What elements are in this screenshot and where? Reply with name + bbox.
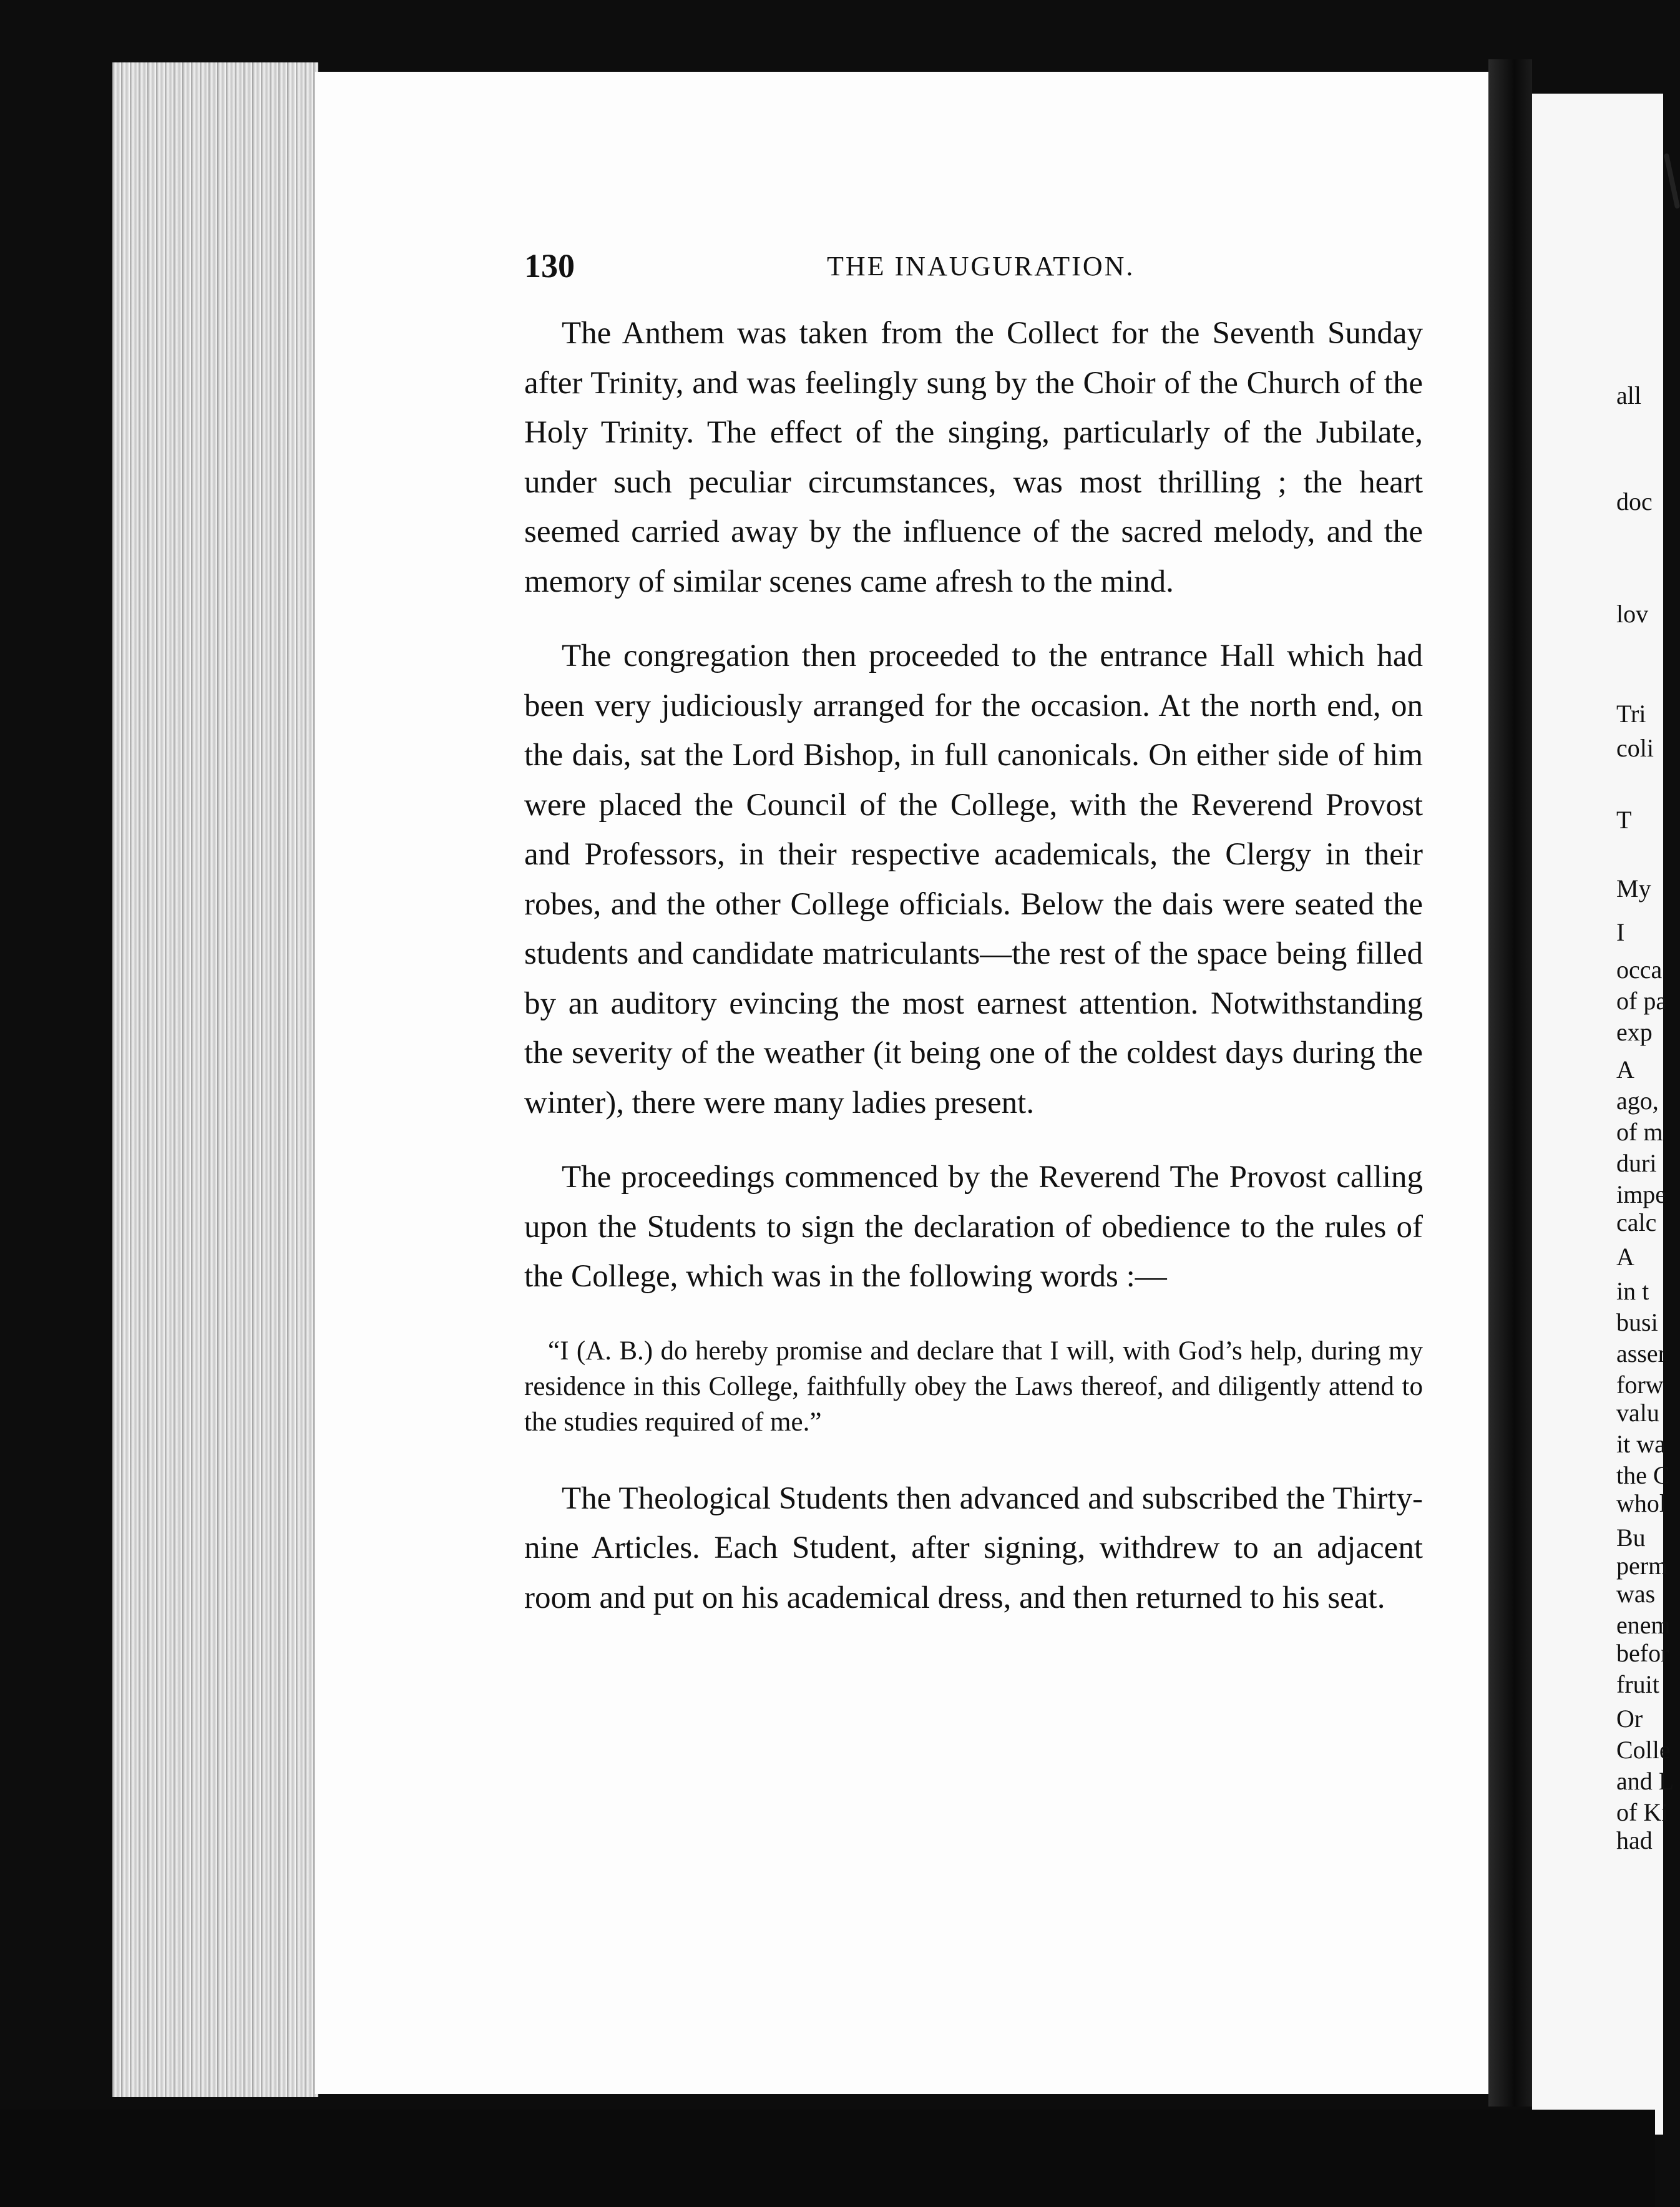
next-page-fragment: exp [1616, 1018, 1653, 1046]
next-page-fragment: the C [1616, 1461, 1670, 1489]
running-head: THE INAUGURATION. [827, 251, 1135, 281]
next-page-fragment: forw [1616, 1371, 1664, 1399]
next-page-fragment: asser [1616, 1339, 1666, 1368]
scan-background [0, 2110, 1655, 2207]
next-page-fragment: impe [1616, 1180, 1666, 1208]
next-page-fragment: lov [1616, 600, 1649, 628]
next-page-fragment: ago, [1616, 1087, 1659, 1115]
next-page-fragment: coli [1616, 734, 1654, 762]
next-page-fragment: of Ki [1616, 1798, 1669, 1826]
next-page-fragment: calc [1616, 1208, 1657, 1236]
next-page-fragment: T [1616, 806, 1632, 834]
next-page-fragment: had [1616, 1826, 1653, 1854]
next-page-fragment: A [1616, 1243, 1634, 1271]
next-page-fragment: of m [1616, 1118, 1663, 1146]
paragraph: The Anthem was taken from the Collect for the Seventh Sunday after Trinity, and was feelingly sung by the Choir of the Church of the Holy Trinity. The effect of the singing, particularly of the Jubilate, under such peculiar circumstances, was most thrilling ; the heart seemed carried away by the influence of the sacred melody, and the memory of similar scenes came afresh to the mind. [524, 316, 1423, 599]
next-page-fragment: whol [1616, 1489, 1666, 1517]
next-page-fragment: all [1616, 381, 1641, 409]
next-page-fragment: occa [1616, 956, 1663, 984]
next-page-fragment: busi [1616, 1308, 1658, 1336]
page-tear-mark [1664, 153, 1680, 209]
book-page-edges [112, 62, 318, 2097]
paragraph: The congregation then proceeded to the entrance Hall which had been very judiciously arranged for the occasion. At the north end, on the dais, sat the Lord Bishop, in full canonicals. On either side of him were placed the Council of the College, with the Reverend Provost and Professors, in their respective academicals, the Clergy in their robes, and the other College officials. Below the dais were seated the students and candidate matriculants—the rest of the space being filled by an auditory evincing the most earnest attention. Notwithstanding the severity of the weather (it being one of the coldest days during the winter), there were many ladies present. [524, 639, 1423, 1120]
next-page-fragment: fruit [1616, 1670, 1659, 1698]
next-page-fragment: I [1616, 918, 1625, 946]
next-page-fragment: it wa [1616, 1430, 1666, 1458]
paragraph: The Theological Students then advanced and subscribed the Thirty-nine Articles. Each Student, after signing, withdrew to an adjacent room and put on his academical dress, and then returned to his seat. [524, 1480, 1423, 1615]
next-page-fragment: doc [1616, 487, 1653, 516]
next-page-fragment: valu [1616, 1399, 1659, 1427]
next-page-fragment: duri [1616, 1149, 1657, 1177]
next-page-fragment: enem [1616, 1611, 1671, 1639]
page-body [524, 309, 1423, 1648]
page-header [524, 247, 1423, 296]
next-page-fragment: My [1616, 874, 1651, 903]
page-number: 130 [524, 247, 575, 285]
declaration-quote: “I (A. B.) do hereby promise and declare that I will, with God’s help, during my residence in this College, faithfully obey the Laws thereof, and diligently attend to the studies required of me.” [524, 1336, 1423, 1437]
next-page-fragment: befor [1616, 1639, 1669, 1667]
next-page-fragment: Bu [1616, 1524, 1646, 1552]
paragraph: The proceedings commenced by the Reverend The Provost calling upon the Students to sign the declaration of obedience to the rules of the College, which was in the following words :— [524, 1160, 1423, 1294]
next-page-fragment: Colle [1616, 1736, 1671, 1764]
next-page-fragment: of pa [1616, 987, 1668, 1015]
next-page-fragment: Or [1616, 1705, 1643, 1733]
next-page-fragment: perm [1616, 1552, 1668, 1580]
next-page-fragment: was [1616, 1580, 1656, 1608]
next-page-fragment: A [1616, 1055, 1634, 1084]
next-page-fragment: in t [1616, 1277, 1649, 1305]
next-page-fragment: Tri [1616, 700, 1646, 728]
next-page-fragment: and L [1616, 1767, 1674, 1795]
book-gutter [1488, 59, 1532, 2107]
